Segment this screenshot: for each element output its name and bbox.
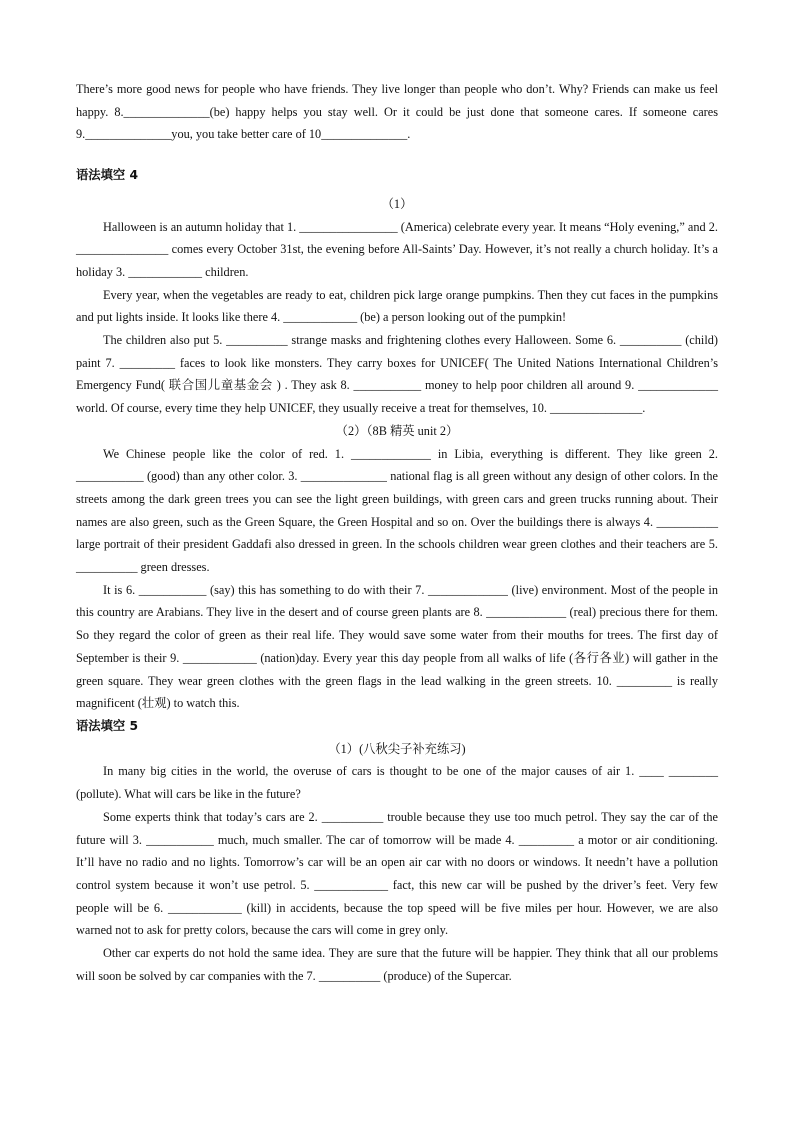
- section-5-heading: 语法填空 5: [76, 718, 139, 733]
- section-5-part-1-paragraph-2: Some experts think that today’s cars are 2. __________ trouble because they use too much petrol. They say the car of the future will 3. ___________ much, much smaller. The car of tomorrow will be made 4. _________ a motor or air conditioning. It’ll have no radio and no lights. Tomorrow’s car will be an open air car with no doors or windows. It needn’t have a pollution control system because it won’t use petrol. 5. ____________ fact, this new car will be pushed by the driver’s feet. Very few people will be 6. ____________ (kill) in accidents, because the top speed will be five miles per hour. However, we are also warned not to ask for pretty colors, because the cars will come in grey only.: [76, 809, 718, 938]
- section-4-part-1-paragraph-3: The children also put 5. __________ strange masks and frightening clothes every Halloween. Some 6. __________ (child) paint 7. _________ faces to look like monsters. They carry boxes for UNICEF( The United Nations International Children’s Emergency Fund( 联合国儿童基金会 ) . They ask 8. ___________ money to help poor children all around 9. _____________ world. Of course, every time they help UNICEF, they usually receive a treat for themselves, 10. _______________.: [76, 333, 718, 416]
- section-4-part-2-paragraph-1: We Chinese people like the color of red. 1. _____________ in Libia, everything is different. They like green 2. ___________ (good) than any other color. 3. ______________ national flag is all green without any design of other colors. In the streets among the dark green trees you can see the light green buildings, with green cars and green trucks running about. Their names are also green, such as the Green Square, the Green Hospital and so on. Over the buildings there is always 4. __________ large portrait of their president Gaddafi also dressed in green. In the schools children wear green clothes and their teachers are 5. __________ green dresses.: [76, 446, 718, 575]
- section-5-part-1-label: （1）(八秋尖子补充练习): [328, 741, 466, 756]
- intro-paragraph: There’s more good news for people who have friends. They live longer than people who don’t. Why? Friends can make us feel happy. 8.______________(be) happy helps you stay well. Or it could be just done that someone cares. If someone cares 9.______________you, you take better care of 10______________.: [76, 82, 718, 142]
- section-4-part-1-label: （1）: [381, 196, 413, 211]
- section-4-heading: 语法填空 4: [76, 168, 139, 183]
- section-4-part-1-paragraph-2: Every year, when the vegetables are ready to eat, children pick large orange pumpkins. Then they cut faces in the pumpkins and put lights inside. It looks like there 4. ____________ (be) a person looking out of the pumpkin!: [76, 287, 718, 325]
- section-4-part-2-label: （2）（8B 精英 unit 2）: [335, 423, 459, 438]
- section-4-part-2-paragraph-2: It is 6. ___________ (say) this has something to do with their 7. _____________ (live) environment. Most of the people in this country are Arabians. They live in the desert and of course green plants are 8. _____________ (real) precious there for them. So they regard the color of green as their real life. They would save some water from their mouths for trees. The first day of September is their 9. ____________ (nation)day. Every year this day people from all walks of life (各行各业) will gather in the green square. They wear green clothes with the green flags in the lead walking in the green streets. 10. _________ is really magnificent (壮观) to watch this.: [76, 582, 718, 711]
- section-5-part-1-paragraph-3: Other car experts do not hold the same idea. They are sure that the future will be happier. They think that all our problems will soon be solved by car companies with the 7. __________ (produce) of the Supercar.: [76, 946, 718, 983]
- section-5-part-1-paragraph-1: In many big cities in the world, the overuse of cars is thought to be one of the major causes of air 1. ____ ________ (pollute). What will cars be like in the future?: [76, 764, 718, 802]
- document-content: [76, 78, 718, 987]
- section-4-part-1-paragraph-1: Halloween is an autumn holiday that 1. ________________ (America) celebrate every year. It means “Holy evening,” and 2. _______________ comes every October 31st, the evening before All-Saints’ Day. However, it’s not really a church holiday. It’s a holiday 3. ____________ children.: [76, 219, 718, 279]
